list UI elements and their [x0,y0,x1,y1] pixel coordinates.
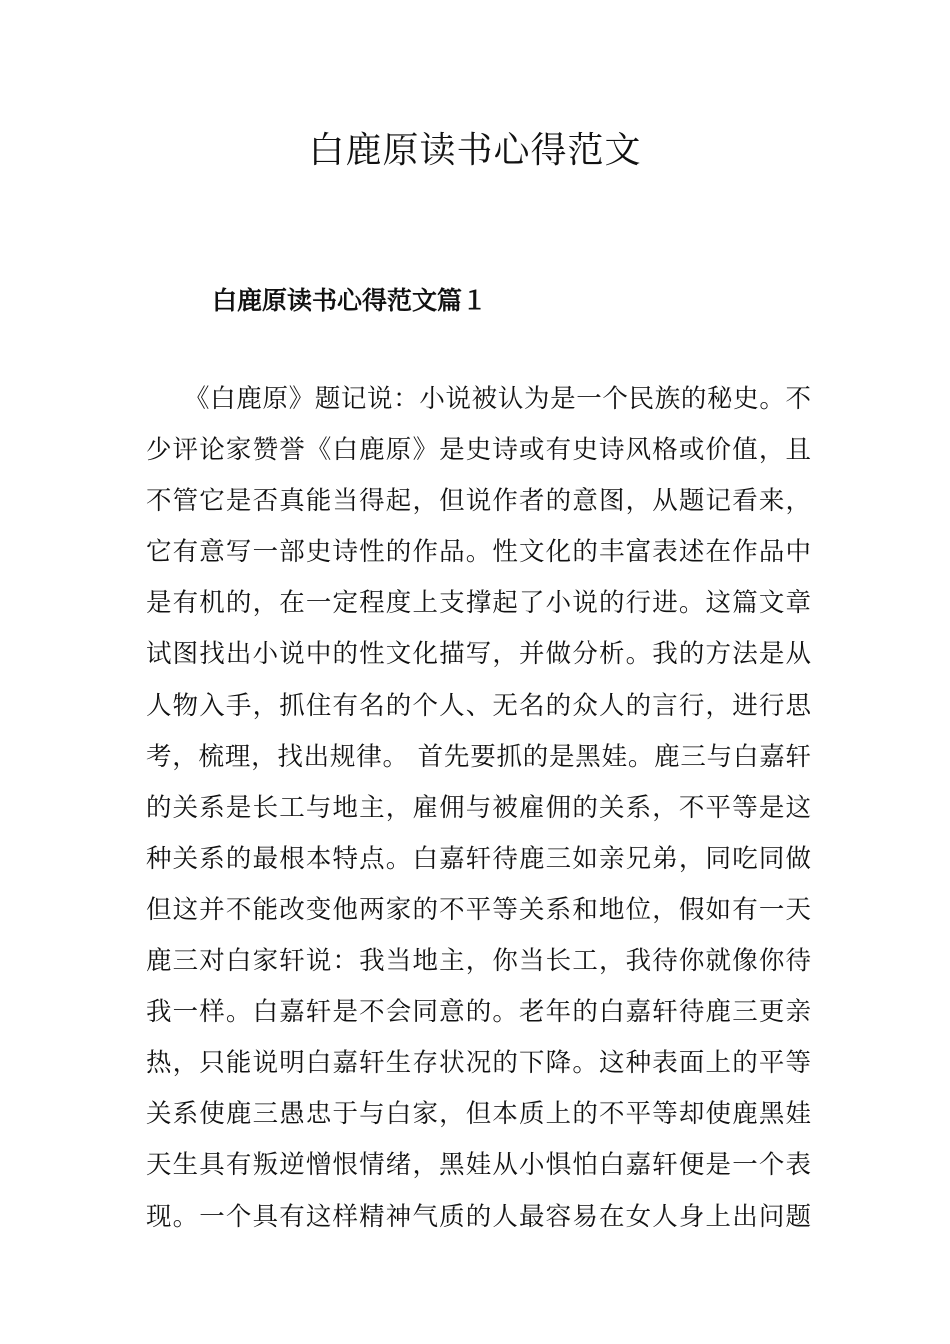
text-line: 鹿三对白家轩说：我当地主，你当长工，我待你就像你待 [146,946,811,977]
text-line: 现。一个具有这样精神气质的人最容易在女人身上出问题 [146,1201,811,1232]
text-line: 它有意写一部史诗性的作品。性文化的丰富表述在作品中 [146,537,811,568]
text-line: 的关系是长工与地主，雇佣与被雇佣的关系，不平等是这 [146,792,811,823]
text-line: 不管它是否真能当得起，但说作者的意图，从题记看来， [146,486,811,517]
text-line: 考，梳理，找出规律。 首先要抓的是黑娃。鹿三与白嘉轩 [146,741,811,772]
section-heading: 白鹿原读书心得范文篇１ [212,286,488,315]
text-line: 但这并不能改变他两家的不平等关系和地位，假如有一天 [146,894,811,925]
document-title: 白鹿原读书心得范文 [308,130,642,171]
text-line: 是有机的，在一定程度上支撑起了小说的行进。这篇文章 [146,588,811,619]
text-line: 少评论家赞誉《白鹿原》是史诗或有史诗风格或价值，且 [146,435,811,466]
body-paragraph [146,378,811,1247]
text-line: 热，只能说明白嘉轩生存状况的下降。这种表面上的平等 [146,1048,811,1079]
text-line: 种关系的最根本特点。白嘉轩待鹿三如亲兄弟，同吃同做 [146,843,811,874]
text-line: 试图找出小说中的性文化描写，并做分析。我的方法是从 [146,639,811,670]
text-line: 关系使鹿三愚忠于与白家，但本质上的不平等却使鹿黑娃 [146,1099,811,1130]
text-line: 天生具有叛逆憎恨情绪，黑娃从小惧怕白嘉轩便是一个表 [146,1150,811,1181]
text-line: 人物入手，抓住有名的个人、无名的众人的言行，进行思 [146,690,811,721]
text-line: 我一样。白嘉轩是不会同意的。老年的白嘉轩待鹿三更亲 [146,997,811,1028]
text-line: 《白鹿原》题记说：小说被认为是一个民族的秘史。不 [184,384,811,414]
